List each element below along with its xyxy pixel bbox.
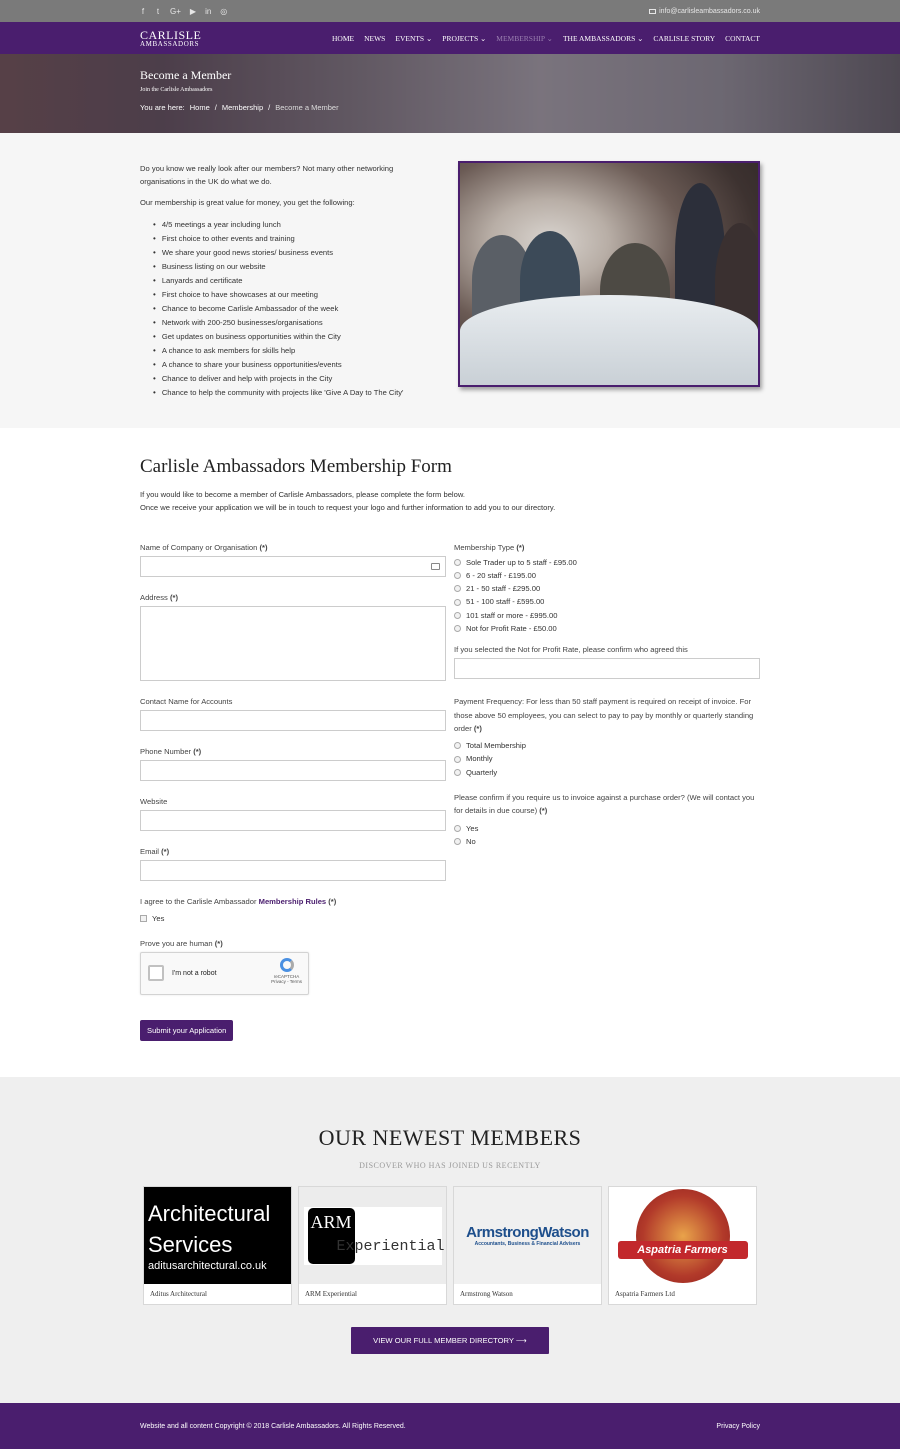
footer xyxy=(0,1403,900,1449)
radio-button[interactable] xyxy=(454,585,461,592)
newest-members-section xyxy=(0,1077,900,1403)
site-logo[interactable] xyxy=(140,29,201,48)
payment-label: Payment Frequency: For less than 50 staff payment is required on receipt of invoice. For those above 50 employees, you can select to pay to pay by monthly or quarterly standing order (*) xyxy=(454,697,754,733)
google-plus-icon[interactable]: G+ xyxy=(170,6,181,16)
contact-name-label: Contact Name for Accounts xyxy=(140,696,233,706)
membership-type-option[interactable]: 21 - 50 staff - £295.00 xyxy=(454,582,760,595)
member-logo: Architectural Services aditusarchitectural.co.uk xyxy=(144,1187,291,1284)
phone-input[interactable] xyxy=(140,760,446,781)
member-card[interactable] xyxy=(143,1186,292,1305)
list-item: • 4/5 meetings a year including lunch xyxy=(153,218,435,232)
company-label: Name of Company or Organisation (*) xyxy=(140,542,268,552)
email-input[interactable] xyxy=(140,860,446,881)
website-input[interactable] xyxy=(140,810,446,831)
form-left-column xyxy=(140,543,446,1041)
page-title: Become a Member xyxy=(140,68,232,82)
logo-line-2: AMBASSADORS xyxy=(140,39,200,48)
list-item: • Chance to help the community with projects like 'Give A Day to The City' xyxy=(153,386,435,400)
intro-paragraph-2: Our membership is great value for money, you get the following: xyxy=(140,197,355,207)
radio-button[interactable] xyxy=(454,612,461,619)
nav-item-carlisle-story[interactable]: CARLISLE STORY xyxy=(653,33,716,43)
list-item: • Business listing on our website xyxy=(153,260,435,274)
form-intro-line-2: Once we receive your application we will be in touch to request your logo and further information to add you to our directory. xyxy=(140,503,556,513)
human-label: Prove you are human (*) xyxy=(140,938,223,948)
envelope-icon xyxy=(649,9,656,14)
payment-option[interactable]: Quarterly xyxy=(454,766,760,779)
recaptcha-brand: reCAPTCHA xyxy=(273,973,300,979)
member-card[interactable] xyxy=(453,1186,602,1305)
copyright-text: Website and all content Copyright © 2018 Carlisle Ambassadors. All Rights Reserved. xyxy=(140,1422,406,1430)
main-nav xyxy=(0,22,900,54)
member-card[interactable] xyxy=(608,1186,757,1305)
privacy-policy-link[interactable]: Privacy Policy xyxy=(716,1422,760,1430)
youtube-icon[interactable]: ▶ xyxy=(189,6,197,16)
membership-intro xyxy=(0,133,900,428)
breadcrumb-separator: / xyxy=(214,103,217,112)
contact-name-input[interactable] xyxy=(140,710,446,731)
recaptcha-checkbox[interactable] xyxy=(148,965,164,981)
radio-button[interactable] xyxy=(454,769,461,776)
membership-type-option[interactable]: Not for Profit Rate - £50.00 xyxy=(454,622,760,635)
member-name[interactable]: Armstrong Watson xyxy=(460,1290,513,1298)
nav-item-events[interactable]: EVENTS ⌄ xyxy=(395,33,433,43)
breadcrumb-membership[interactable]: Membership xyxy=(221,103,264,112)
list-item: • Chance to become Carlisle Ambassador of the week xyxy=(153,302,435,316)
list-item: • First choice to have showcases at our meeting xyxy=(153,288,435,302)
list-item: • Chance to deliver and help with projects in the City xyxy=(153,372,435,386)
member-logo: ARM Experiential xyxy=(299,1187,446,1284)
page-subtitle: Join the Carlisle Ambassadors xyxy=(140,87,213,93)
list-item: • Lanyards and certificate xyxy=(153,274,435,288)
member-cards xyxy=(143,1186,757,1305)
purchase-order-option[interactable]: Yes xyxy=(454,822,760,835)
recaptcha-widget xyxy=(140,952,309,995)
membership-type-option[interactable]: 51 - 100 staff - £595.00 xyxy=(454,595,760,608)
address-textarea[interactable] xyxy=(140,606,446,681)
member-logo: ArmstrongWatson Accountants, Business & Financial Advisers xyxy=(454,1187,601,1284)
member-name[interactable]: ARM Experiential xyxy=(305,1290,357,1298)
radio-button[interactable] xyxy=(454,599,461,606)
list-item: • Network with 200-250 businesses/organisations xyxy=(153,316,435,330)
benefits-list xyxy=(153,218,435,400)
submit-button[interactable]: Submit your Application xyxy=(140,1020,233,1041)
form-right-column xyxy=(454,543,760,1041)
nav-item-news[interactable]: NEWS xyxy=(364,33,386,43)
radio-button[interactable] xyxy=(454,838,461,845)
email-text[interactable]: info@carlisleambassadors.co.uk xyxy=(659,7,760,15)
list-item: • A chance to share your business opportunities/events xyxy=(153,358,435,372)
intro-paragraph-1: Do you know we really look after our members? Not many other networking organisations in the UK do what we do. xyxy=(140,164,394,186)
page-header xyxy=(0,54,900,133)
payment-option[interactable]: Monthly xyxy=(454,752,760,765)
nav-item-ambassadors[interactable]: THE AMBASSADORS ⌄ xyxy=(562,33,644,43)
facebook-icon[interactable]: f xyxy=(141,6,145,16)
breadcrumb-prefix: You are here: xyxy=(140,103,185,112)
twitter-icon[interactable]: t xyxy=(156,6,160,16)
list-item: • We share your good news stories/ business events xyxy=(153,246,435,260)
agree-label: I agree to the Carlisle Ambassador Membership Rules (*) xyxy=(140,896,337,906)
breadcrumb-separator: / xyxy=(268,103,271,112)
radio-button[interactable] xyxy=(454,559,461,566)
membership-rules-link[interactable]: Membership Rules xyxy=(258,896,327,906)
company-input[interactable] xyxy=(140,556,446,577)
email-label: Email (*) xyxy=(140,846,170,856)
members-tagline: DISCOVER WHO HAS JOINED US RECENTLY xyxy=(359,1161,541,1170)
list-item: • First choice to other events and training xyxy=(153,232,435,246)
nfp-label: If you selected the Not for Profit Rate, please confirm who agreed this xyxy=(454,645,688,655)
logo-line-1: CARLISLE xyxy=(140,27,202,42)
agree-checkbox[interactable] xyxy=(140,915,147,922)
breadcrumb-current: Become a Member xyxy=(275,103,339,112)
email-link[interactable] xyxy=(649,8,760,15)
member-directory-button[interactable]: VIEW OUR FULL MEMBER DIRECTORY ⟶ xyxy=(351,1327,549,1354)
purchase-order-option[interactable]: No xyxy=(454,835,760,848)
nav-item-projects[interactable]: PROJECTS ⌄ xyxy=(442,33,487,43)
recaptcha-links[interactable]: Privacy - Terms xyxy=(271,978,302,984)
top-bar xyxy=(0,0,900,22)
agree-option xyxy=(140,912,446,925)
instagram-icon[interactable]: ◎ xyxy=(220,6,228,16)
membership-type-option[interactable]: 101 staff or more - £995.00 xyxy=(454,609,760,622)
list-item: • A chance to ask members for skills help xyxy=(153,344,435,358)
payment-option[interactable]: Total Membership xyxy=(454,739,760,752)
member-name[interactable]: Aspatria Farmers Ltd xyxy=(615,1290,675,1298)
membership-form-section xyxy=(0,428,900,1077)
nav-item-home[interactable]: HOME xyxy=(332,33,355,43)
member-logo: Aspatria Farmers xyxy=(609,1187,756,1284)
membership-type-options xyxy=(454,556,760,636)
purchase-order-label: Please confirm if you require us to invoice against a purchase order? (We will contact you for details in due course) (*) xyxy=(454,793,755,816)
radio-button[interactable] xyxy=(454,625,461,632)
linkedin-icon[interactable]: in xyxy=(205,6,212,16)
members-title: OUR NEWEST MEMBERS xyxy=(318,1125,582,1150)
form-intro-line-1: If you would like to become a member of Carlisle Ambassadors, please complete the form below. xyxy=(140,490,465,499)
recaptcha-logo xyxy=(271,958,302,984)
member-name[interactable]: Aditus Architectural xyxy=(150,1290,207,1298)
form-intro xyxy=(140,488,760,515)
breadcrumb xyxy=(140,103,760,112)
phone-label: Phone Number (*) xyxy=(140,746,202,756)
website-label: Website xyxy=(140,796,168,806)
nav-menu xyxy=(332,34,760,43)
nfp-input[interactable] xyxy=(454,658,760,679)
recaptcha-text: I'm not a robot xyxy=(172,969,217,977)
social-links xyxy=(140,7,227,16)
nav-item-contact[interactable]: CONTACT xyxy=(725,33,760,43)
purchase-order-options xyxy=(454,822,760,849)
radio-button[interactable] xyxy=(454,756,461,763)
agree-yes-label: Yes xyxy=(152,913,165,923)
radio-button[interactable] xyxy=(454,572,461,579)
membership-type-option[interactable]: Sole Trader up to 5 staff - £95.00 xyxy=(454,556,760,569)
breadcrumb-home[interactable]: Home xyxy=(189,103,210,112)
networking-event-photo xyxy=(458,161,760,387)
membership-type-label: Membership Type (*) xyxy=(454,542,525,552)
intro-text xyxy=(140,163,435,400)
recaptcha-icon xyxy=(280,958,294,972)
address-label: Address (*) xyxy=(140,592,178,602)
membership-type-option[interactable]: 6 - 20 staff - £195.00 xyxy=(454,569,760,582)
list-item: • Get updates on business opportunities within the City xyxy=(153,330,435,344)
contact-card-icon xyxy=(431,563,440,570)
radio-button[interactable] xyxy=(454,742,461,749)
form-title: Carlisle Ambassadors Membership Form xyxy=(140,456,452,477)
nav-item-membership[interactable]: MEMBERSHIP ⌄ xyxy=(496,33,553,43)
radio-button[interactable] xyxy=(454,825,461,832)
payment-options xyxy=(454,739,760,779)
member-card[interactable] xyxy=(298,1186,447,1305)
